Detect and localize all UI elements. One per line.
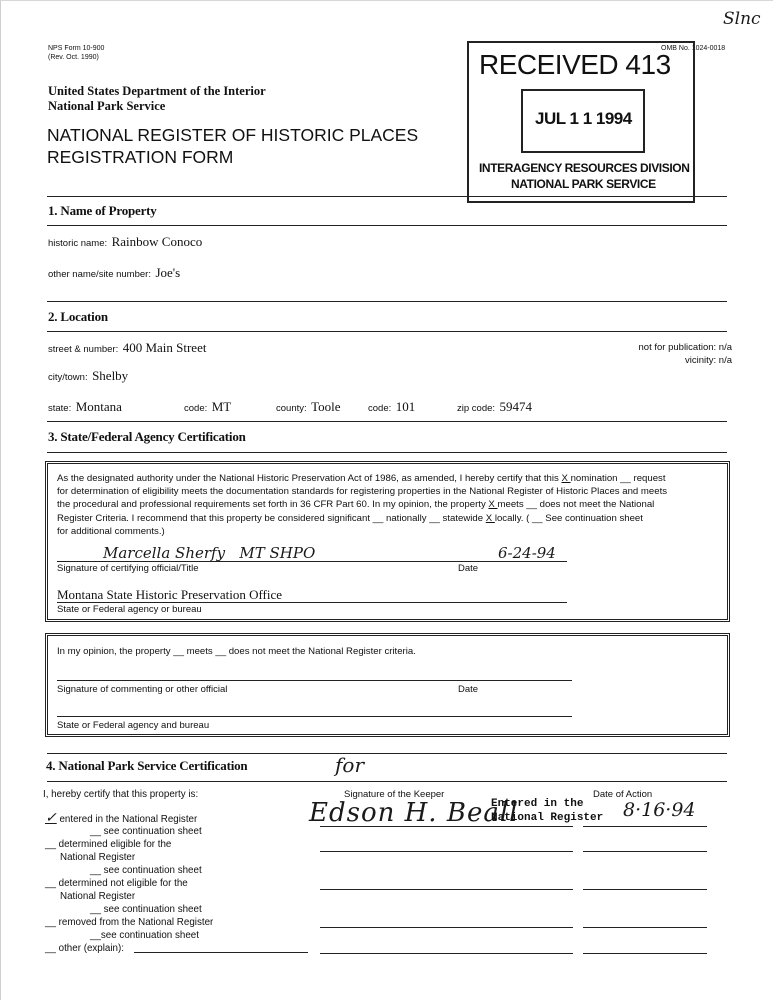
section1-title: 1. Name of Property xyxy=(48,203,157,218)
county-code-label: code: xyxy=(368,403,392,414)
checkbox-blank[interactable]: __ xyxy=(45,839,56,850)
divider xyxy=(47,331,727,332)
vicinity: vicinity: n/a xyxy=(685,355,732,366)
agency-label: State or Federal agency or bureau xyxy=(57,604,202,615)
option-entered: ✓ entered in the National Register xyxy=(45,810,198,826)
option-label-cont: National Register xyxy=(60,852,136,863)
date-label: Date xyxy=(458,563,479,574)
other-name-label: other name/site number: xyxy=(48,269,151,280)
date-of-action-value: 8·16·94 xyxy=(623,799,696,821)
typed-register: National Register xyxy=(491,812,604,824)
typed-entered: Entered in the xyxy=(491,798,584,810)
option-determined-not-eligible: __ determined not eligible for the xyxy=(45,878,188,889)
county-value: Toole xyxy=(311,399,341,414)
commenting-signature-label: Signature of commenting or other official xyxy=(57,684,228,695)
city-value: Shelby xyxy=(92,368,129,383)
keeper-label: Signature of the Keeper xyxy=(344,789,445,800)
corner-handwritten-note: Slnc xyxy=(723,9,761,29)
signature-line xyxy=(57,680,572,681)
check-mark-icon: ✓ xyxy=(45,810,57,826)
section2-title: 2. Location xyxy=(48,309,108,324)
for-note: for xyxy=(335,753,365,777)
checkbox-blank[interactable]: __ xyxy=(45,917,56,928)
received-stamp xyxy=(467,41,695,203)
divider xyxy=(47,225,727,226)
continuation-sheet-option: __see continuation sheet xyxy=(90,930,199,941)
checkbox-blank[interactable]: __ xyxy=(45,878,56,889)
state-value: Montana xyxy=(75,399,122,414)
certifying-date: 6-24-94 xyxy=(498,544,556,562)
county-code-value: 101 xyxy=(395,399,416,414)
stamp-date: JUL 1 1 1994 xyxy=(535,109,632,128)
signature-line xyxy=(57,561,567,562)
zip-value: 59474 xyxy=(499,399,532,414)
date-line xyxy=(583,851,707,852)
date-of-action-label: Date of Action xyxy=(593,789,653,800)
date-line xyxy=(583,826,707,827)
form-title-line2: REGISTRATION FORM xyxy=(47,147,234,167)
stamp-division: INTERAGENCY RESOURCES DIVISION xyxy=(479,161,690,175)
keeper-line xyxy=(320,953,573,954)
zip-field xyxy=(457,398,532,416)
state-code-label: code: xyxy=(184,403,208,414)
date-line xyxy=(583,953,707,954)
divider xyxy=(47,452,727,453)
form-title-line1: NATIONAL REGISTER OF HISTORIC PLACES xyxy=(47,125,419,145)
agency-line xyxy=(57,602,567,603)
city-label: city/town: xyxy=(48,372,88,383)
other-name-field xyxy=(48,264,180,282)
continuation-sheet-option: __ see continuation sheet xyxy=(90,865,202,876)
stamp-received-text: RECEIVED 413 xyxy=(479,49,671,80)
historic-name-field xyxy=(48,233,202,251)
divider xyxy=(47,196,727,197)
certification-paragraph xyxy=(57,472,722,538)
divider xyxy=(47,301,727,302)
para-line: for additional comments.) xyxy=(57,525,165,537)
omb-number: OMB No. 1024-0018 xyxy=(661,45,726,52)
para-line: As the designated authority under the National Historic Preservation Act of 1986, as amended, I hereby certify that this X nomination __ request xyxy=(57,473,666,484)
form-number: NPS Form 10-900 xyxy=(48,45,105,52)
opinion-box xyxy=(45,633,730,737)
state-code-value: MT xyxy=(211,399,232,414)
county-field xyxy=(276,398,341,416)
not-for-publication: not for publication: n/a xyxy=(638,342,732,353)
city-field xyxy=(48,367,128,385)
option-label-cont: National Register xyxy=(60,891,136,902)
certifying-signature: Marcella Sherfy MT SHPO xyxy=(103,544,316,562)
state-code-field xyxy=(184,398,231,416)
agency-line xyxy=(57,716,572,717)
keeper-line xyxy=(320,851,573,852)
stamp-date-box xyxy=(521,89,645,153)
para-line: the procedural and professional requirements set forth in 36 CFR Part 60. In my opinion, the property X meets __ does not meet the National xyxy=(57,499,655,511)
county-code-field xyxy=(368,398,415,416)
nps-intro: I, hereby certify that this property is: xyxy=(43,789,199,800)
option-removed: __ removed from the National Register xyxy=(45,917,214,928)
state-field xyxy=(48,398,122,416)
nomination-mark: X xyxy=(561,473,571,484)
state-label: state: xyxy=(48,403,72,414)
agency-name: National Park Service xyxy=(48,99,166,113)
keeper-line xyxy=(320,889,573,890)
para-line: Register Criteria. I recommend that this property be considered significant __ nationally __ statewide X locally. ( __ See continuation sheet xyxy=(57,512,643,524)
continuation-sheet-option: __ see continuation sheet xyxy=(90,826,202,837)
keeper-line xyxy=(320,927,573,928)
keeper-signature: Edson H. Beall xyxy=(309,798,519,828)
department-name: United States Department of the Interior xyxy=(48,84,266,98)
checkbox-blank[interactable]: __ xyxy=(45,943,56,954)
option-other: __ other (explain): xyxy=(45,943,124,954)
section4-title: 4. National Park Service Certification xyxy=(46,758,248,773)
historic-name-value: Rainbow Conoco xyxy=(111,234,203,249)
opinion-text: In my opinion, the property __ meets __ does not meet the National Register criteria. xyxy=(57,646,416,657)
street-value: 400 Main Street xyxy=(122,340,207,355)
commenting-date-label: Date xyxy=(458,684,479,695)
continuation-sheet-option: __ see continuation sheet xyxy=(90,904,202,915)
form-revision: (Rev. Oct. 1990) xyxy=(48,54,99,61)
commenting-agency-label: State or Federal agency and bureau xyxy=(57,720,210,731)
date-line xyxy=(583,927,707,928)
divider xyxy=(47,753,727,754)
certification-box xyxy=(45,461,730,622)
stamp-service: NATIONAL PARK SERVICE xyxy=(511,177,656,191)
divider xyxy=(47,421,727,422)
date-line xyxy=(583,889,707,890)
divider xyxy=(47,781,727,782)
other-explain-line xyxy=(134,952,308,953)
agency-value: Montana State Historic Preservation Office xyxy=(57,587,283,602)
meets-mark: X xyxy=(488,499,498,511)
street-field xyxy=(48,339,206,357)
street-label: street & number: xyxy=(48,344,119,355)
historic-name-label: historic name: xyxy=(48,238,108,249)
para-line: for determination of eligibility meets the documentation standards for registering properties in the National Register of Historic Places and meets xyxy=(57,486,668,498)
county-label: county: xyxy=(276,403,307,414)
locally-mark: X xyxy=(485,512,495,524)
zip-label: zip code: xyxy=(457,403,496,414)
keeper-line xyxy=(320,826,573,827)
section3-title: 3. State/Federal Agency Certification xyxy=(48,429,246,444)
other-name-value: Joe's xyxy=(155,265,181,280)
signature-label: Signature of certifying official/Title xyxy=(57,563,199,574)
option-determined-eligible: __ determined eligible for the xyxy=(45,839,172,850)
